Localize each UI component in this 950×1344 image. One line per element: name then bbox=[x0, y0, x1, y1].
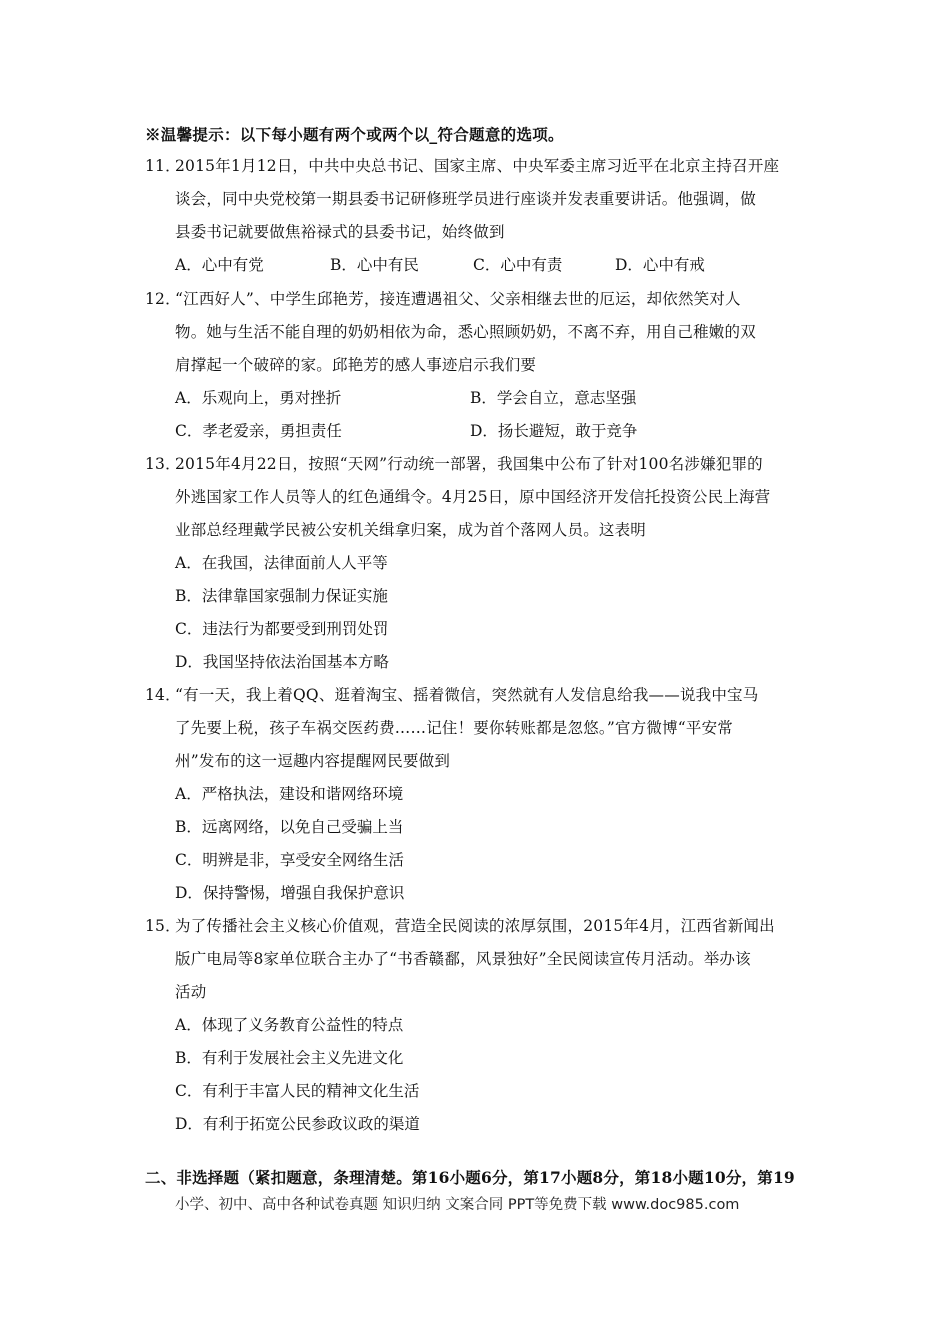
option-b: B．心中有民 bbox=[330, 256, 419, 274]
option-d: D．心中有戒 bbox=[615, 256, 705, 274]
option-b: B．有利于发展社会主义先进文化 bbox=[175, 1049, 404, 1067]
question-text-line: 外逃国家工作人员等人的红色通缉令。4月25日，原中国经济开发信托投资公民上海营 bbox=[175, 488, 771, 506]
option-b: B．法律靠国家强制力保证实施 bbox=[175, 587, 388, 605]
question-15 bbox=[145, 910, 810, 1141]
question-number: 12． bbox=[145, 290, 181, 308]
question-text-line: 州”发布的这一逗趣内容提醒网民要做到 bbox=[175, 752, 451, 770]
question-text-line: “江西好人”、中学生邱艳芳，接连遭遇祖父、父亲相继去世的厄运，却依然笑对人 bbox=[175, 290, 741, 308]
question-number: 15． bbox=[145, 917, 181, 935]
question-11 bbox=[145, 150, 810, 282]
question-text-line: 2015年1月12日，中共中央总书记、国家主席、中央军委主席习近平在北京主持召开座 bbox=[175, 157, 780, 175]
question-text-line: 了先要上税，孩子车祸交医药费……记住！要你转账都是忽悠。”官方微博“平安常 bbox=[175, 719, 734, 737]
option-b: B．学会自立，意志坚强 bbox=[470, 389, 637, 407]
question-number: 14． bbox=[145, 686, 181, 704]
question-text-line: 版广电局等8家单位联合主办了“书香赣鄱，风景独好”全民阅读宣传月活动。举办该 bbox=[175, 950, 751, 968]
option-b: B．远离网络，以免自己受骗上当 bbox=[175, 818, 404, 836]
question-text-line: 县委书记就要做焦裕禄式的县委书记，始终做到 bbox=[175, 223, 505, 241]
option-d: D．扬长避短，敢于竞争 bbox=[470, 422, 638, 440]
question-number: 13． bbox=[145, 455, 181, 473]
option-a: A．心中有党 bbox=[175, 256, 264, 274]
question-text-line: 谈会，同中央党校第一期县委书记研修班学员进行座谈并发表重要讲话。他强调，做 bbox=[175, 190, 756, 208]
option-a: A．乐观向上，勇对挫折 bbox=[175, 389, 342, 407]
question-14 bbox=[145, 679, 810, 910]
option-d: D．有利于拓宽公民参政议政的渠道 bbox=[175, 1115, 420, 1133]
option-a: A．体现了义务教育公益性的特点 bbox=[175, 1016, 404, 1034]
tip-text: ※温馨提示：以下每小题有两个或两个以_符合题意的选项。 bbox=[145, 125, 564, 144]
question-number: 11． bbox=[145, 157, 181, 175]
question-text-line: 业部总经理戴学民被公安机关缉拿归案，成为首个落网人员。这表明 bbox=[175, 521, 647, 539]
question-text-line: 物。她与生活不能自理的奶奶相依为命，悉心照顾奶奶，不离不弃，用自己稚嫩的双 bbox=[175, 323, 756, 341]
footer-text: 小学、初中、高中各种试卷真题 知识归纳 文案合同 PPT等免费下载 www.doc985.com bbox=[175, 1197, 740, 1213]
option-c: C．有利于丰富人民的精神文化生活 bbox=[175, 1082, 420, 1100]
question-text-line: 肩撑起一个破碎的家。邱艳芳的感人事迹启示我们要 bbox=[175, 356, 537, 374]
question-13 bbox=[145, 448, 810, 679]
question-text-line: 2015年4月22日，按照“天网”行动统一部署，我国集中公布了针对100名涉嫌犯罪的 bbox=[175, 455, 763, 473]
question-text-line: “有一天，我上着QQ、逛着淘宝、摇着微信，突然就有人发信息给我——说我中宝马 bbox=[175, 686, 759, 704]
option-a: A．在我国，法律面前人人平等 bbox=[175, 554, 388, 572]
option-c: C．孝老爱亲，勇担责任 bbox=[175, 422, 342, 440]
question-text-line: 为了传播社会主义核心价值观，营造全民阅读的浓厚氛围，2015年4月，江西省新闻出 bbox=[175, 917, 775, 935]
section-heading: 二、非选择题（紧扣题意，条理清楚。第16小题6分，第17小题8分，第18小题10分，第19 bbox=[145, 1168, 795, 1187]
option-c: C．心中有责 bbox=[473, 256, 563, 274]
option-a: A．严格执法，建设和谐网络环境 bbox=[175, 785, 404, 803]
question-12 bbox=[145, 283, 810, 448]
option-d: D．保持警惕，增强自我保护意识 bbox=[175, 884, 405, 902]
option-c: C．明辨是非，享受安全网络生活 bbox=[175, 851, 404, 869]
options-row bbox=[145, 249, 810, 282]
options-row bbox=[145, 382, 810, 415]
option-d: D．我国坚持依法治国基本方略 bbox=[175, 653, 389, 671]
question-text-line: 活动 bbox=[175, 983, 207, 1001]
option-c: C．违法行为都要受到刑罚处罚 bbox=[175, 620, 389, 638]
options-row bbox=[145, 415, 810, 448]
